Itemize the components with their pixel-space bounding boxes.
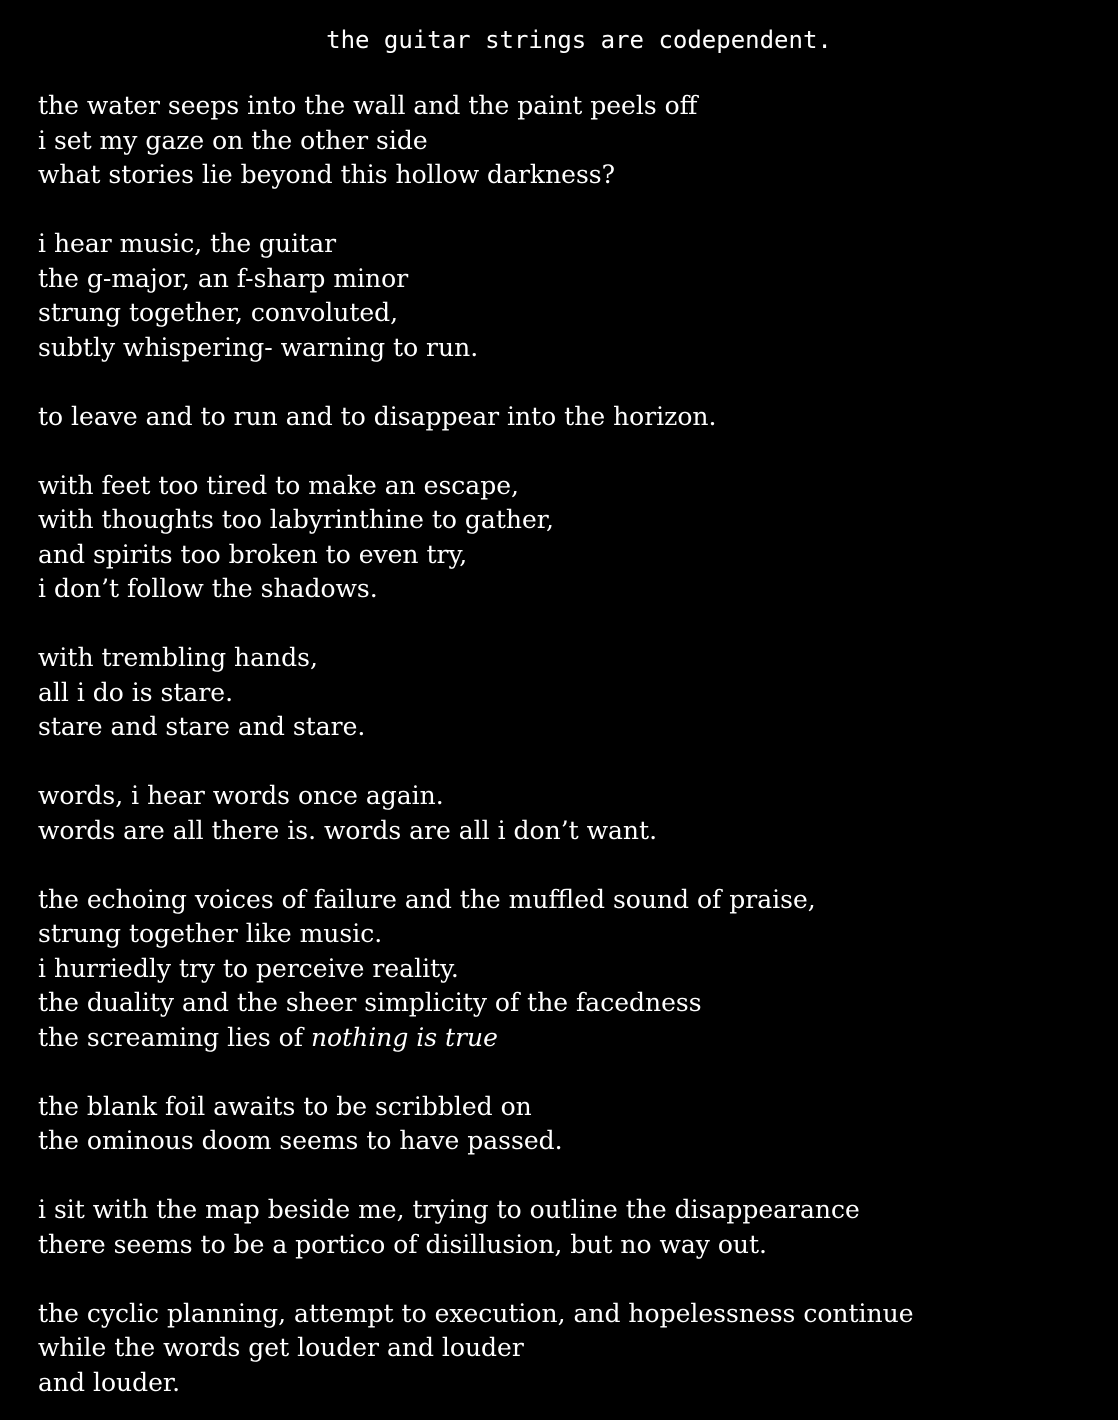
poem-line-mixed [38,1021,1098,1056]
poem-line: stare and stare and stare. [38,712,366,741]
poem-line: the ominous doom seems to have passed. [38,1126,563,1155]
poem-line: i don’t follow the shadows. [38,574,378,603]
poem-title: the guitar strings are codependent. [326,26,832,54]
poem-line: the water seeps into the wall and the paint peels off [38,91,698,120]
poem-line: and louder. [38,1367,181,1397]
poem-line: i sit with the map beside me, trying to outline the disappearance [38,1195,860,1224]
poem-line: what stories lie beyond this hollow darkness? [38,160,616,189]
stanza [38,400,1098,435]
stanza [38,1297,1098,1401]
stanza [38,1090,1098,1159]
stanza [38,883,1098,1056]
poem-line: with feet too tired to make an escape, [38,470,519,500]
poem-line-plain-part: the screaming lies of [38,1022,311,1052]
poem-line: the duality and the sheer simplicity of the facedness [38,988,702,1017]
poem-line: i hurriedly try to perceive reality. [38,953,459,983]
poem-line: subtly whispering- warning to run. [38,332,479,362]
poem-line: the blank foil awaits to be scribbled on [38,1091,532,1121]
poem-line: strung together like music. [38,919,383,948]
poem-line: the echoing voices of failure and the muffled sound of praise, [38,884,816,914]
stanza [38,1193,1098,1262]
poem-line: with thoughts too labyrinthine to gather, [38,505,554,534]
stanza [38,641,1098,745]
poem-line: there seems to be a portico of disillusion, but no way out. [38,1229,767,1259]
poem-line: i hear music, the guitar [38,229,337,258]
stanza [38,779,1098,848]
poem-line-italic-part: nothing is true [310,1022,498,1052]
poem-line: and spirits too broken to even try, [38,539,468,569]
poem-line: strung together, convoluted, [38,298,399,327]
poem-line: to leave and to run and to disappear into the horizon. [38,401,717,431]
poem-line: the cyclic planning, attempt to execution, and hopelessness continue [38,1298,914,1328]
poem-line: while the words get louder and louder [38,1333,524,1362]
poem-line: words are all there is. words are all i don’t want. [38,815,658,845]
stanza [38,469,1098,607]
poem-line: words, i hear words once again. [38,781,444,810]
poem-line: with trembling hands, [38,643,318,672]
poem-line: all i do is stare. [38,677,234,707]
stanza [38,227,1098,365]
poem-body [38,89,1098,1400]
poem-line: i set my gaze on the other side [38,125,428,155]
stanza [38,89,1098,193]
poem-line: the g-major, an f-sharp minor [38,263,409,293]
